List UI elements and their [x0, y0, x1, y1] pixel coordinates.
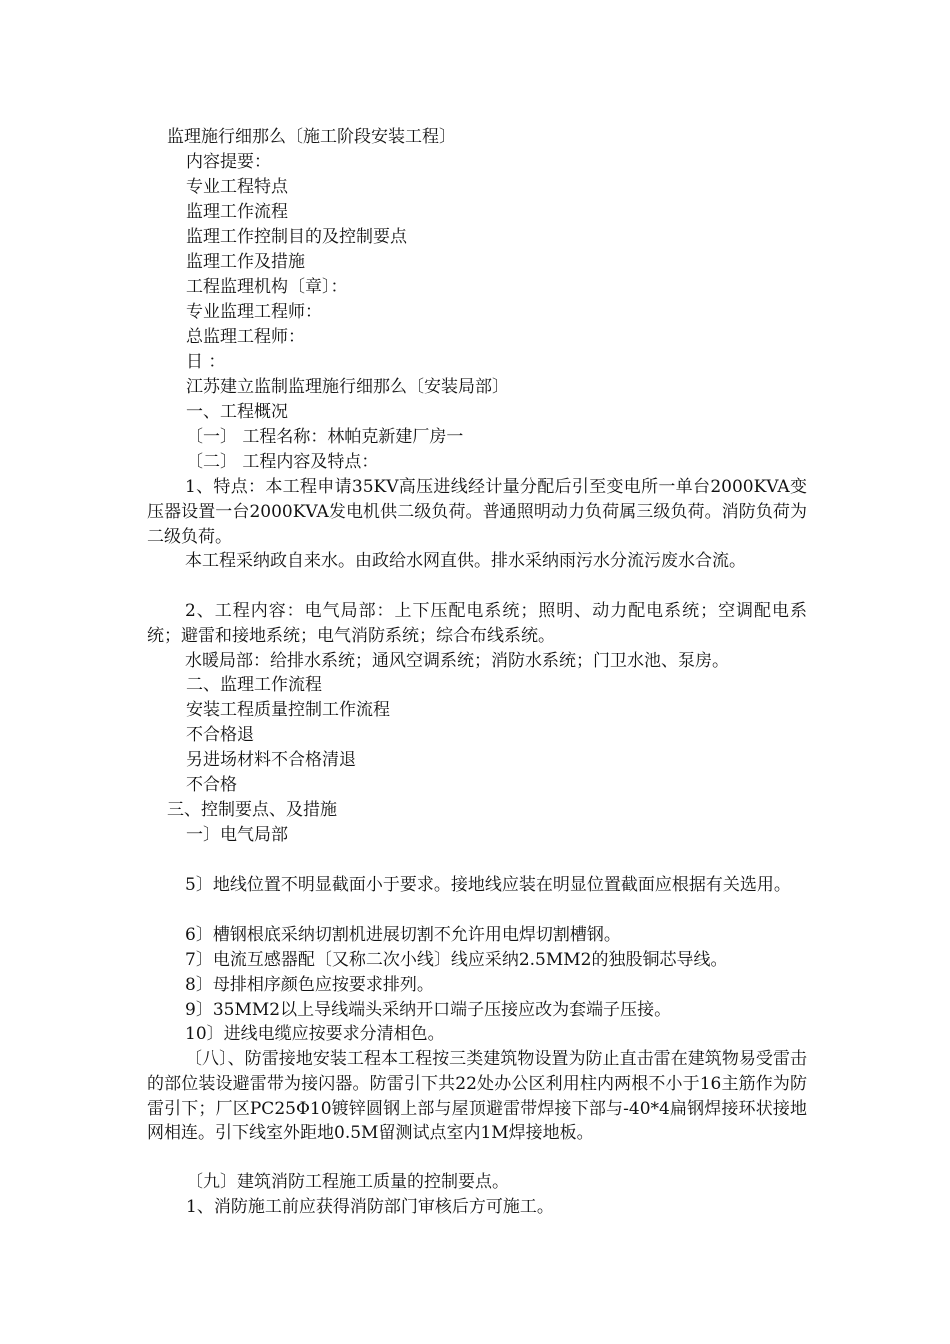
engineer-label: 专业监理工程师： [186, 302, 322, 322]
paragraph-item-5: 5〕地线位置不明显截面小于要求。接地线应装在明显位置截面应根据有关选用。 [185, 875, 791, 895]
subsection-heading: 〔一〕 工程名称：林帕克新建厂房一 [186, 427, 464, 447]
toc-item: 监理工作及措施 [186, 252, 305, 272]
paragraph-water: 本工程采纳政自来水。由政给水网直供。排水采纳雨污水分流污废水合流。 [185, 551, 746, 571]
subsection-heading: 〔二〕 工程内容及特点： [186, 452, 379, 472]
section-heading: 三、控制要点、及措施 [167, 800, 337, 820]
flow-note: 不合格退 [186, 725, 254, 745]
toc-heading: 内容提要： [186, 152, 271, 172]
section-heading: 二、监理工作流程 [186, 675, 322, 695]
paragraph-fire-1: 1、消防施工前应获得消防部门审核后方可施工。 [186, 1197, 554, 1217]
toc-item: 专业工程特点 [186, 177, 288, 197]
subtitle: 江苏建立监制监理施行细那么〔安装局部〕 [186, 377, 509, 397]
date-label: 日 ： [186, 352, 226, 372]
paragraph-item-8: 8〕母排相序颜色应按要求排列。 [185, 975, 434, 995]
paragraph-item-6: 6〕槽钢根底采纳切割机进展切割不允许用电焊切割槽钢。 [185, 925, 621, 945]
paragraph-item-10: 10〕进线电缆应按要求分清相色。 [185, 1024, 445, 1044]
org-label: 工程监理机构〔章〕： [186, 277, 348, 297]
flow-note: 另进场材料不合格清退 [186, 750, 356, 770]
paragraph-item-7: 7〕电流互感器配〔又称二次小线〕线应采纳2.5MM2的独股铜芯导线。 [185, 950, 728, 970]
flow-note: 不合格 [186, 775, 237, 795]
toc-item: 监理工作流程 [186, 202, 288, 222]
paragraph-feature: 1、特点：本工程申请35KV高压进线经计量分配后引至变电所一单台2000KVA变压器设置一台2000KVA发电机供二级负荷。普通照明动力负荷属三级负荷。消防负荷为二级负荷。 [147, 477, 807, 547]
paragraph-item-9: 9〕35MM2以上导线端头采纳开口端子压接应改为套端子压接。 [185, 1000, 672, 1020]
toc-item: 监理工作控制目的及控制要点 [186, 227, 407, 247]
flow-title: 安装工程质量控制工作流程 [186, 700, 390, 720]
section-heading: 一、工程概况 [186, 402, 288, 422]
paragraph-hvac: 水暖局部：给排水系统；通风空调系统；消防水系统；门卫水池、泵房。 [185, 651, 729, 671]
paragraph-lightning: 〔八〕、防雷接地安装工程本工程按三类建筑物设置为防止直击雷在建筑物易受雷击的部位装设避雷带为接闪器。防雷引下共22处办公区利用柱内两根不小于16主筋作为防雷引下；厂区PC25Φ10镀锌圆钢上部与屋顶避雷带焊接下部与-40*4扁钢焊接环状接地网相连。引下线室外距地0.5M留测试点室内1M焊接地板。 [147, 1049, 807, 1144]
chief-label: 总监理工程师： [186, 327, 305, 347]
doc-title: 监理施行细那么〔施工阶段安装工程〕 [167, 127, 456, 147]
paragraph-content: 2、工程内容：电气局部：上下压配电系统；照明、动力配电系统；空调配电系统；避雷和接地系统；电气消防系统；综合布线系统。 [147, 601, 807, 646]
subsection-heading: 一〕电气局部 [186, 825, 288, 845]
subsection-heading: 〔九〕建筑消防工程施工质量的控制要点。 [186, 1172, 509, 1192]
